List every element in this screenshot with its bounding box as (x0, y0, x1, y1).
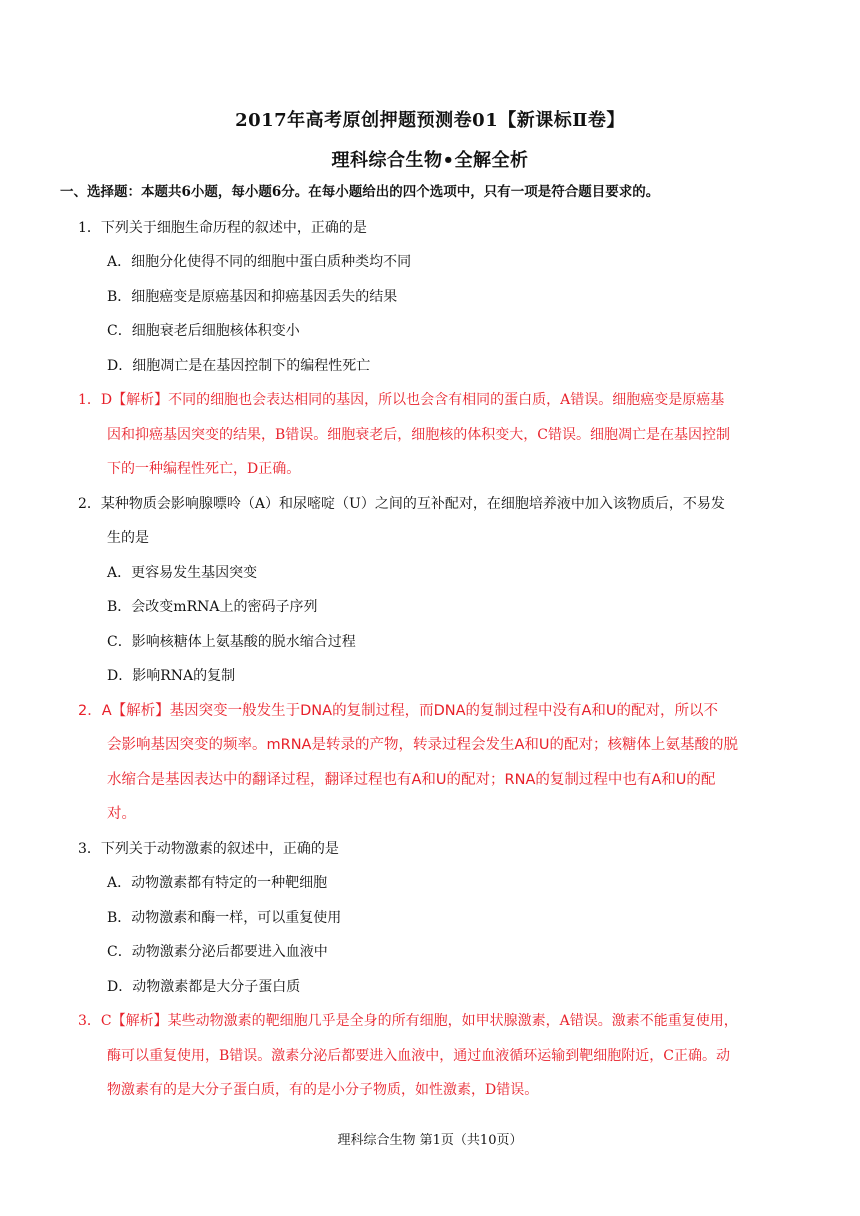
question-2-stem: 2．某种物质会影响腺嘌呤（A）和尿嘧啶（U）之间的互补配对，在细胞培养液中加入该物质后，不易发 (78, 496, 725, 512)
question-2-stem: 生的是 (107, 530, 149, 546)
answer-2-line: 水缩合是基因表达中的翻译过程，翻译过程也有A和U的配对；RNA的复制过程中也有A和U的配 (107, 772, 716, 788)
question-3-option-a: A．动物激素都有特定的一种靶细胞 (107, 875, 328, 891)
question-3-option-d: D．动物激素都是大分子蛋白质 (107, 979, 301, 995)
document-title: 2017年高考原创押题预测卷01【新课标Ⅱ卷】 (235, 110, 625, 131)
question-3-stem: 3．下列关于动物激素的叙述中，正确的是 (78, 841, 339, 857)
document-subtitle: 理科综合生物•全解全析 (331, 150, 529, 171)
answer-2-line: 对。 (107, 806, 136, 822)
question-1-option-a: A．细胞分化使得不同的细胞中蛋白质种类均不同 (107, 254, 412, 270)
answer-2-line: 2．A【解析】基因突变一般发生于DNA的复制过程，而DNA的复制过程中没有A和U的配对，所以不 (78, 703, 719, 719)
question-1-option-d: D．细胞凋亡是在基因控制下的编程性死亡 (107, 358, 371, 374)
question-3-option-b: B．动物激素和酶一样，可以重复使用 (107, 910, 342, 926)
question-2-option-b: B．会改变mRNA上的密码子序列 (107, 599, 318, 615)
page-footer: 理科综合生物 第1页（共10页） (337, 1133, 523, 1148)
section-heading: 一、选择题：本题共6小题，每小题6分。在每小题给出的四个选项中，只有一项是符合题目要求的。 (60, 184, 660, 200)
answer-1-line: 1．D【解析】不同的细胞也会表达相同的基因，所以也会含有相同的蛋白质，A错误。细胞癌变是原癌基 (78, 392, 725, 408)
question-2-option-c: C．影响核糖体上氨基酸的脱水缩合过程 (107, 634, 356, 650)
answer-1-line: 下的一种编程性死亡，D正确。 (107, 461, 301, 477)
question-2-option-d: D．影响RNA的复制 (107, 668, 236, 684)
answer-3-line: 物激素有的是大分子蛋白质，有的是小分子物质，如性激素，D错误。 (107, 1082, 539, 1098)
answer-1-line: 因和抑癌基因突变的结果，B错误。细胞衰老后，细胞核的体积变大，C错误。细胞凋亡是在基因控制 (107, 427, 730, 443)
question-1-stem: 1．下列关于细胞生命历程的叙述中，正确的是 (78, 220, 367, 236)
answer-3-line: 3．C【解析】某些动物激素的靶细胞几乎是全身的所有细胞，如甲状腺激素，A错误。激素不能重复使用， (78, 1013, 738, 1029)
answer-2-line: 会影响基因突变的频率。mRNA是转录的产物，转录过程会发生A和U的配对；核糖体上氨基酸的脱 (107, 737, 738, 753)
question-3-option-c: C．动物激素分泌后都要进入血液中 (107, 944, 328, 960)
question-1-option-b: B．细胞癌变是原癌基因和抑癌基因丢失的结果 (107, 289, 398, 305)
question-2-option-a: A．更容易发生基因突变 (107, 565, 258, 581)
question-1-option-c: C．细胞衰老后细胞核体积变小 (107, 323, 300, 339)
answer-3-line: 酶可以重复使用，B错误。激素分泌后都要进入血液中，通过血液循环运输到靶细胞附近，C正确。动 (107, 1048, 730, 1064)
